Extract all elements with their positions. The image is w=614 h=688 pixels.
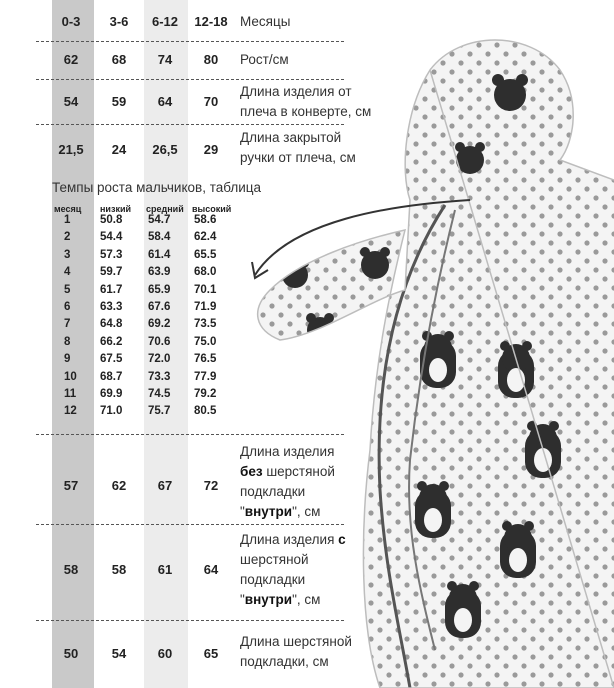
growth-month: 12	[64, 405, 77, 418]
cell-value: 72	[203, 478, 219, 493]
growth-month: 7	[64, 318, 71, 331]
label-line	[240, 530, 346, 550]
bold-word: без	[240, 464, 263, 479]
divider	[36, 124, 344, 125]
growth-value: 50.8	[100, 214, 123, 226]
growth-header-month: месяц	[54, 204, 82, 214]
label-line: Длина изделия от	[240, 84, 352, 99]
cell-value: 54	[111, 646, 127, 661]
growth-value: 70.1	[194, 283, 217, 296]
cell-value: 68	[111, 52, 127, 67]
growth-month: 11	[64, 388, 77, 400]
label-line	[240, 590, 346, 610]
label-line: Длина изделия	[240, 444, 335, 459]
growth-value: 71.9	[194, 301, 217, 313]
row-label-height: Рост/см	[240, 52, 289, 67]
growth-month: 1	[64, 214, 71, 226]
label-line: подкладки, см	[240, 654, 329, 669]
header-label: Месяцы	[240, 14, 291, 29]
growth-month: 6	[64, 301, 71, 313]
growth-value: 75.7	[148, 405, 171, 418]
growth-value: 63.3	[100, 301, 123, 313]
growth-value: 73.3	[148, 370, 171, 383]
divider	[36, 41, 344, 42]
growth-value: 79.2	[194, 388, 217, 400]
header-col-3-6: 3-6	[109, 14, 129, 29]
label-text: "	[240, 592, 245, 607]
cell-value: 64	[157, 94, 173, 109]
growth-header-mid: средний	[146, 204, 184, 214]
growth-value: 65.9	[148, 283, 171, 296]
label-text: ", см	[292, 504, 321, 519]
bold-word: внутри	[244, 504, 293, 519]
header-col-0-3: 0-3	[61, 14, 81, 29]
growth-value: 62.4	[194, 231, 217, 244]
header-col-6-12: 6-12	[151, 14, 179, 29]
header-col-12-18: 12-18	[194, 14, 228, 29]
label-line: Длина закрытой	[240, 130, 342, 145]
divider	[36, 79, 344, 80]
cell-value: 58	[111, 562, 127, 577]
growth-value: 67.6	[148, 301, 171, 313]
label-line	[240, 502, 335, 522]
cell-value: 70	[203, 94, 219, 109]
growth-value: 63.9	[148, 266, 171, 279]
label-text: Длина изделия	[240, 532, 339, 547]
label-line: Длина шерстяной	[240, 634, 352, 649]
cell-value: 54	[63, 94, 79, 109]
cell-value: 62	[111, 478, 127, 493]
growth-value: 72.0	[148, 353, 171, 366]
growth-value: 57.3	[100, 248, 123, 261]
growth-value: 68.0	[194, 266, 217, 279]
growth-month: 4	[64, 266, 71, 279]
divider	[36, 524, 344, 525]
growth-value: 76.5	[194, 353, 217, 366]
growth-header-high: высокий	[192, 204, 232, 214]
growth-month: 3	[64, 248, 71, 261]
growth-value: 80.5	[194, 405, 217, 418]
growth-month: 8	[64, 335, 71, 348]
growth-value: 77.9	[194, 370, 217, 383]
cell-value: 60	[157, 646, 173, 661]
cell-value: 29	[203, 142, 219, 157]
growth-value: 59.7	[100, 266, 123, 279]
cell-value: 58	[63, 562, 79, 577]
growth-value: 61.4	[148, 248, 171, 261]
growth-value: 61.7	[100, 283, 123, 296]
label-line: плеча в конверте, см	[240, 104, 372, 119]
cell-value: 50	[63, 646, 79, 661]
cell-value: 57	[63, 478, 79, 493]
divider	[36, 620, 344, 621]
cell-value: 61	[157, 562, 173, 577]
row-label-sleeve-length	[240, 128, 356, 168]
cell-value: 21,5	[58, 142, 84, 157]
growth-value: 73.5	[194, 318, 217, 331]
growth-value: 71.0	[100, 405, 123, 418]
bold-word: с	[338, 532, 346, 547]
label-text: ", см	[292, 592, 321, 607]
cell-value: 74	[157, 52, 173, 67]
growth-value: 68.7	[100, 370, 123, 383]
cell-value: 64	[203, 562, 219, 577]
label-text: "	[240, 504, 245, 519]
label-line: подкладки	[240, 484, 306, 499]
growth-value: 58.6	[194, 214, 217, 226]
label-line: ручки от плеча, см	[240, 150, 356, 165]
cell-value: 26,5	[152, 142, 178, 157]
growth-value: 58.4	[148, 231, 171, 244]
cell-value: 67	[157, 478, 173, 493]
growth-header-low: низкий	[100, 204, 132, 214]
bold-word: внутри	[244, 592, 293, 607]
growth-month: 5	[64, 283, 71, 296]
growth-month: 9	[64, 353, 71, 366]
row-label-envelope-length	[240, 82, 371, 122]
growth-value: 54.7	[148, 214, 171, 226]
growth-value: 74.5	[148, 388, 171, 400]
growth-value: 70.6	[148, 335, 171, 348]
row-label-length-with-lining	[240, 530, 346, 610]
cell-value: 59	[111, 94, 127, 109]
cell-value: 24	[111, 142, 127, 157]
label-line: подкладки	[240, 572, 306, 587]
growth-value: 54.4	[100, 231, 123, 244]
growth-table-title: Темпы роста мальчиков, таблица	[52, 180, 262, 195]
label-line: шерстяной	[240, 552, 309, 567]
growth-value: 66.2	[100, 335, 123, 348]
growth-value: 64.8	[100, 318, 123, 331]
divider	[36, 434, 344, 435]
row-label-lining-length	[240, 632, 352, 672]
growth-value: 67.5	[100, 353, 123, 366]
growth-value: 75.0	[194, 335, 217, 348]
cell-value: 62	[63, 52, 79, 67]
cell-value: 65	[203, 646, 219, 661]
label-text: шерстяной	[262, 464, 335, 479]
growth-value: 65.5	[194, 248, 217, 261]
label-line	[240, 462, 335, 482]
cell-value: 80	[203, 52, 219, 67]
growth-value: 69.2	[148, 318, 171, 331]
growth-month: 2	[64, 231, 71, 244]
growth-month: 10	[64, 370, 77, 383]
row-label-length-without-lining	[240, 442, 335, 522]
growth-value: 69.9	[100, 388, 123, 400]
